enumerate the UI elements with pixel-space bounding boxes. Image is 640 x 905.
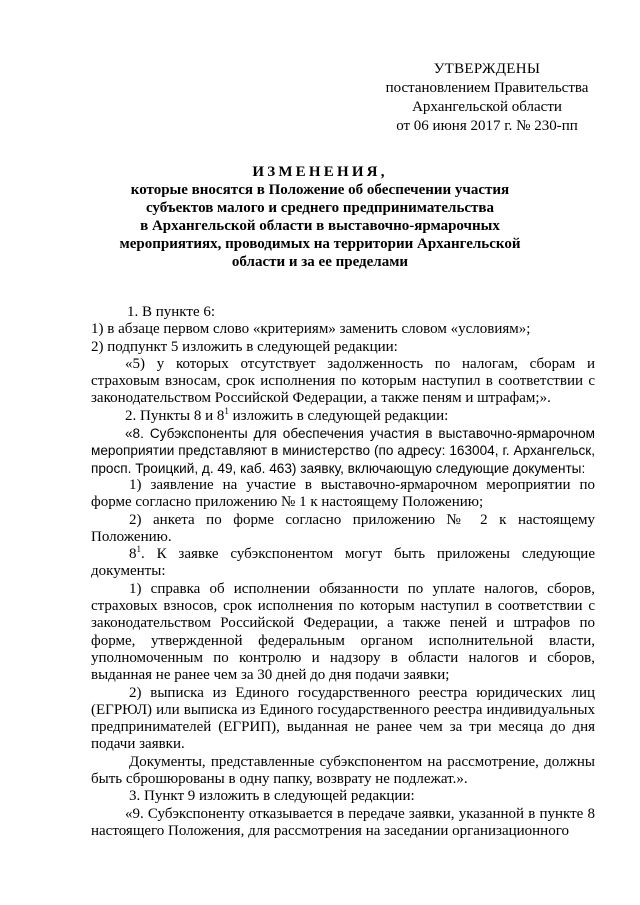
approval-block bbox=[382, 60, 592, 136]
title-line: области и за ее пределами bbox=[231, 254, 409, 270]
paragraph: «5) у которых отсутствует задолженность по налогам, сборам и страховым взносам, срок исполнения по которым наступил в соответствии с законодательством Российской Федерации, а также пеням и штрафам;». bbox=[91, 355, 595, 407]
paragraph bbox=[91, 546, 595, 581]
paragraph: 2) анкета по форме согласно приложению № 2 к настоящему Положению. bbox=[91, 511, 595, 545]
paragraph: Документы, представленные субэкспонентом на рассмотрение, должны быть сброшюрованы в одну папку, возврату не подлежат.». bbox=[91, 753, 595, 788]
approval-line: Архангельской области bbox=[412, 99, 562, 115]
approval-heading: УТВЕРЖДЕНЫ bbox=[433, 61, 541, 77]
title-word: ИЗМЕНЕНИЯ, bbox=[252, 164, 388, 180]
title-line: субъектов малого и среднего предпринимательства bbox=[145, 200, 495, 216]
paragraph: «8. Субэкспоненты для обеспечения участия в выставочно-ярмарочном мероприятии представляют в министерство (по адресу: 163004, г. Архангельск, просп. Троицкий, д. 49, каб. 463) заявку, включающую следующие документы: bbox=[91, 426, 595, 476]
title-line: мероприятиях, проводимых на территории Архангельской bbox=[119, 236, 521, 252]
paragraph: 2) подпункт 5 изложить в следующей редакции: bbox=[91, 338, 398, 355]
paragraph: 1) справка об исполнении обязанности по уплате налогов, сборов, страховых взносов, срок исполнения по которым наступил в соответствии с законодательством Российской Федерации, а также пеней и штрафов по форме, утвержденной федеральным органом исполнительной власти, уполномоченным по контролю и надзору в области налогов и сборов, выданная не ранее чем за 30 дней до дня подачи заявки; bbox=[91, 580, 595, 684]
approval-date: от 06 июня 2017 г. № 230-пп bbox=[396, 118, 578, 134]
paragraph-text: 8 bbox=[129, 546, 137, 563]
title-line: которые вносятся в Положение об обеспечении участия bbox=[130, 182, 510, 198]
paragraph-text: . К заявке субэкспонентом могут быть приложены следующие документы: bbox=[91, 546, 595, 580]
approval-line: постановлением Правительства bbox=[385, 80, 589, 96]
paragraph: 2) выписка из Единого государственного реестра юридических лиц (ЕГРЮЛ) или выписка из Единого государственного реестра индивидуальных предпринимателей (ЕГРИП), выданная не ранее чем за три месяца до дня подачи заявки. bbox=[91, 684, 595, 753]
superscript: 1 bbox=[224, 405, 229, 416]
title-line: в Архангельской области в выставочно-ярмарочных bbox=[140, 218, 500, 234]
paragraph-text: изложить в следующей редакции: bbox=[228, 407, 449, 424]
document-title bbox=[115, 163, 525, 271]
paragraph: «9. Субэкспоненту отказывается в передаче заявки, указанной в пункте 8 настоящего Положения, для рассмотрения на заседании организационного bbox=[91, 805, 595, 839]
paragraph bbox=[91, 405, 595, 425]
paragraph: 1) в абзаце первом слово «критериям» заменить словом «условиям»; bbox=[91, 321, 531, 338]
paragraph: 1. В пункте 6: bbox=[127, 304, 216, 320]
paragraph-text: 2. Пункты 8 и 8 bbox=[125, 407, 225, 424]
superscript: 1 bbox=[136, 544, 141, 555]
paragraph: 3. Пункт 9 изложить в следующей редакции: bbox=[129, 788, 415, 805]
document-body bbox=[91, 304, 595, 840]
paragraph: 1) заявление на участие в выставочно-ярмарочном мероприятии по форме согласно приложению № 1 к настоящему Положению; bbox=[91, 476, 595, 511]
